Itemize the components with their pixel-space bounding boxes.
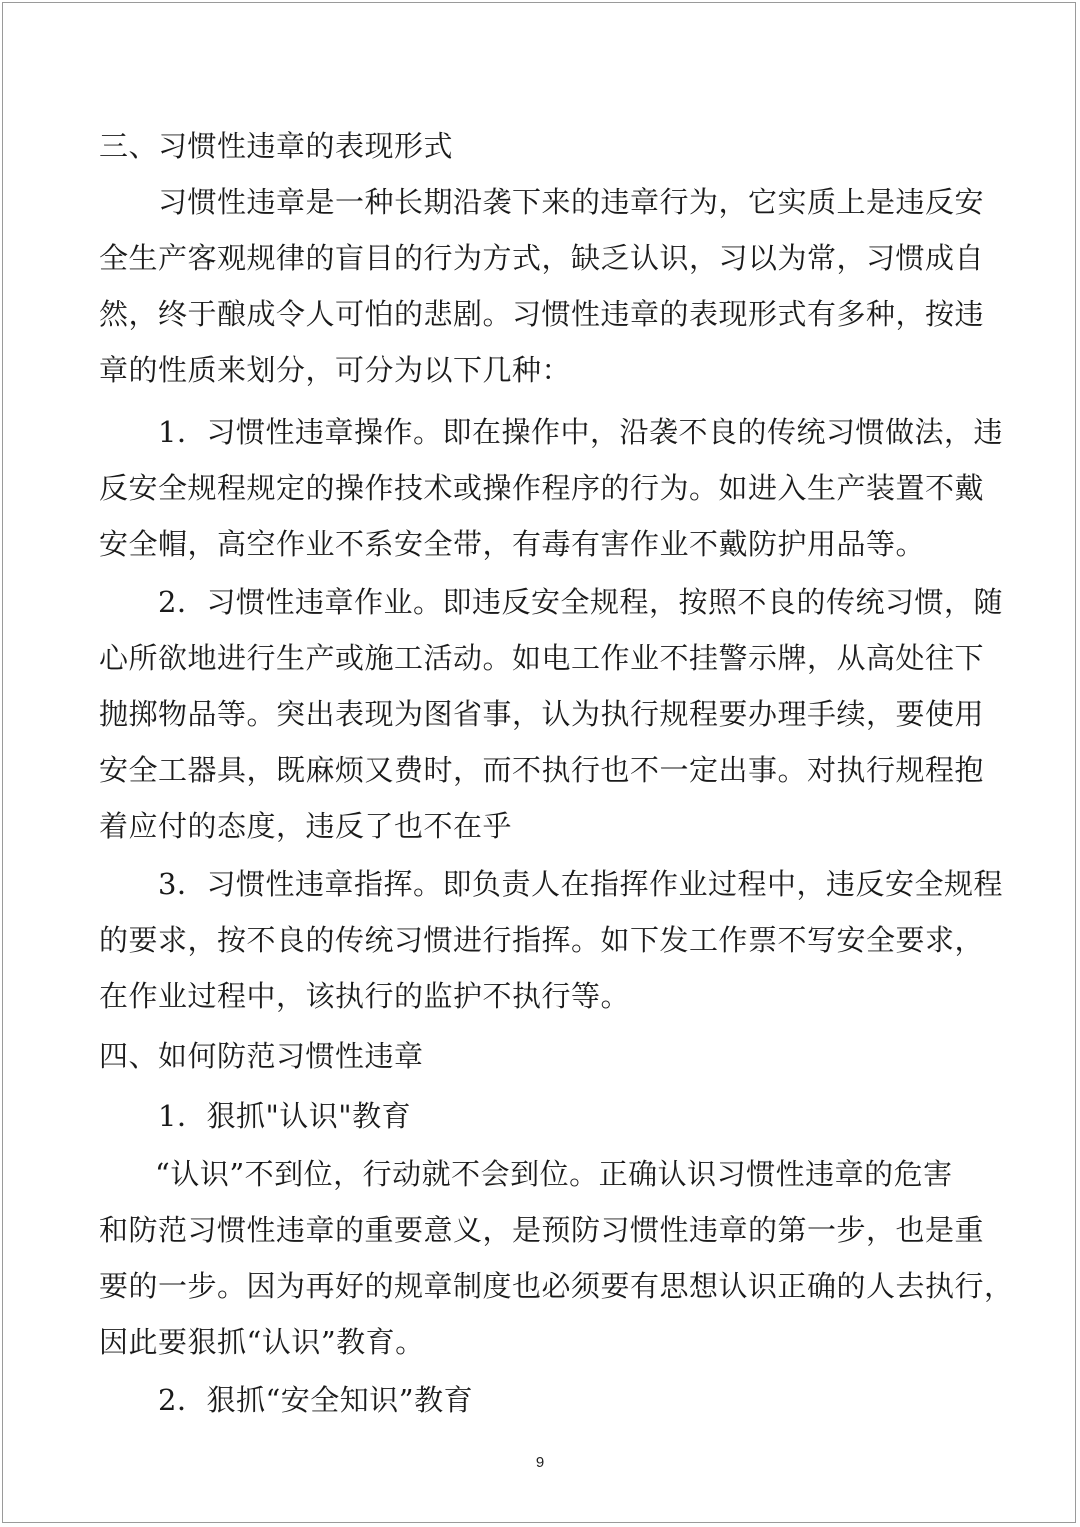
subheading-line: 2．狠抓“安全知识”教育	[158, 1383, 474, 1417]
list-item-line: 反安全规程规定的操作技术或操作程序的行为。如进入生产装置不戴	[99, 471, 985, 505]
list-item-line: 安全工器具，既麻烦又费时，而不执行也不一定出事。对执行规程抱	[99, 753, 985, 787]
list-item-line: 安全帽，高空作业不系安全带，有毒有害作业不戴防护用品等。	[99, 527, 926, 561]
paragraph-line: 全生产客观规律的盲目的行为方式，缺乏认识，习以为常，习惯成自	[99, 241, 985, 275]
paragraph-line: 习惯性违章是一种长期沿袭下来的违章行为，它实质上是违反安	[158, 185, 985, 219]
list-item-line: 3．习惯性违章指挥。即负责人在指挥作业过程中，违反安全规程	[158, 867, 1003, 901]
paragraph-line: 要的一步。因为再好的规章制度也必须要有思想认识正确的人去执行，	[99, 1269, 1014, 1303]
paragraph-line: “认识”不到位，行动就不会到位。正确认识习惯性违章的危害	[155, 1157, 953, 1191]
paragraph-line: 章的性质来划分，可分为以下几种：	[99, 353, 572, 387]
list-item-line: 2．习惯性违章作业。即违反安全规程，按照不良的传统习惯，随	[158, 585, 1003, 619]
paragraph-line: 因此要狠抓“认识”教育。	[99, 1325, 425, 1359]
paragraph-line: 和防范习惯性违章的重要意义，是预防习惯性违章的第一步，也是重	[99, 1213, 985, 1247]
section-heading-4: 四、如何防范习惯性违章	[99, 1039, 424, 1073]
section-heading-3: 三、习惯性违章的表现形式	[99, 129, 454, 163]
paragraph-line: 然，终于酿成令人可怕的悲剧。习惯性违章的表现形式有多种，按违	[99, 297, 985, 331]
list-item-line: 抛掷物品等。突出表现为图省事，认为执行规程要办理手续，要使用	[99, 697, 985, 731]
subheading-line: 1．狠抓"认识"教育	[158, 1099, 412, 1133]
page-number: 9	[535, 1454, 545, 1471]
list-item-line: 着应付的态度，违反了也不在乎	[99, 809, 513, 843]
list-item-line: 在作业过程中，该执行的监护不执行等。	[99, 979, 631, 1013]
list-item-line: 的要求，按不良的传统习惯进行指挥。如下发工作票不写安全要求，	[99, 923, 985, 957]
list-item-line: 1．习惯性违章操作。即在操作中，沿袭不良的传统习惯做法，违	[158, 415, 1003, 449]
list-item-line: 心所欲地进行生产或施工活动。如电工作业不挂警示牌，从高处往下	[99, 641, 985, 675]
